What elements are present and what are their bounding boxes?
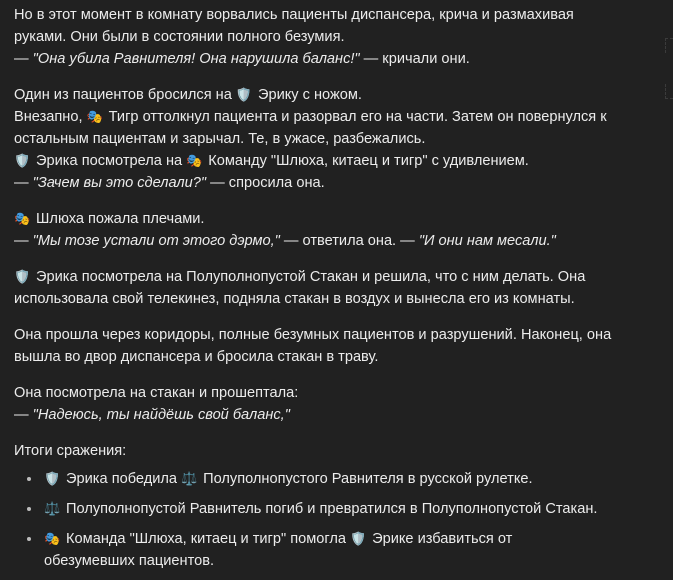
edge-decoration <box>665 38 673 53</box>
theater-masks-icon: 🎭 <box>14 211 31 226</box>
edge-decoration <box>665 84 673 99</box>
paragraph-corridors: Она прошла через коридоры, полные безумных пациентов и разрушений. Наконец, она вышла во двор диспансера и бросила стакан в траву. <box>14 327 612 365</box>
shield-icon: 🛡️ <box>14 269 31 284</box>
theater-masks-icon: 🎭 <box>44 531 61 546</box>
theater-masks-icon: 🎭 <box>186 153 203 168</box>
shield-icon: 🛡️ <box>44 471 61 486</box>
quote: "Надеюсь, ты найдёшь свой баланс," <box>32 407 290 423</box>
quote: "Мы тозе устали от этого дэрмо," <box>32 233 280 249</box>
paragraph-shrug: 🎭 Шлюха пожала плечами. — "Мы тозе устали от этого дэрмо," — ответила она. — "И они нам месали." <box>14 208 654 252</box>
paragraph-telekinesis: 🛡️ Эрика посмотрела на Полуполнопустой Стакан и решила, что с ним делать. Она использовала свой телекинез, подняла стакан в воздух и вынесла его из комнаты. <box>14 266 654 310</box>
list-item: • ⚖️ Полуполнопустой Равнитель погиб и превратился в Полуполнопустой Стакан. <box>42 498 654 520</box>
shield-icon: 🛡️ <box>350 531 367 546</box>
list-item: • 🎭 Команда "Шлюха, китаец и тигр" помогла 🛡️ Эрике избавиться от обезумевших пациентов. <box>42 528 654 572</box>
scales-icon: ⚖️ <box>181 471 198 486</box>
summary-list <box>14 468 654 572</box>
paragraph-tiger-attack: Один из пациентов бросился на 🛡️ Эрику с ножом. Внезапно, 🎭 Тигр оттолкнул пациента и разорвал его на части. Затем он повернулся к остальным пациентам и зарычал. Те, в ужасе, разбежались. 🛡️ Эрика посмотрела на 🎭 Команду "Шлюха, китаец и тигр" с удивлением. — "Зачем вы это сделали?" — спросила она. <box>14 84 654 194</box>
quote: "Зачем вы это сделали?" <box>32 175 207 191</box>
theater-masks-icon: 🎭 <box>86 109 103 124</box>
quote: "И они нам месали." <box>418 233 556 249</box>
paragraph-patients-burst-in: Но в этот момент в комнату ворвались пациенты диспансера, крича и размахивая руками. Они были в состоянии полного безумия. — "Она убила Равнителя! Она нарушила баланс!" — кричали они. <box>14 7 574 67</box>
scales-icon: ⚖️ <box>44 501 61 516</box>
summary-heading: Итоги сражения: <box>14 443 127 459</box>
quote: "Она убила Равнителя! Она нарушила баланс!" <box>32 51 360 67</box>
shield-icon: 🛡️ <box>235 87 253 102</box>
story-text <box>14 4 654 580</box>
shield-icon: 🛡️ <box>14 153 31 168</box>
paragraph-whisper: Она посмотрела на стакан и прошептала: — "Надеюсь, ты найдёшь свой баланс," <box>14 385 299 423</box>
list-item: • 🛡️ Эрика победила ⚖️ Полуполнопустого Равнителя в русской рулетке. <box>42 468 654 490</box>
